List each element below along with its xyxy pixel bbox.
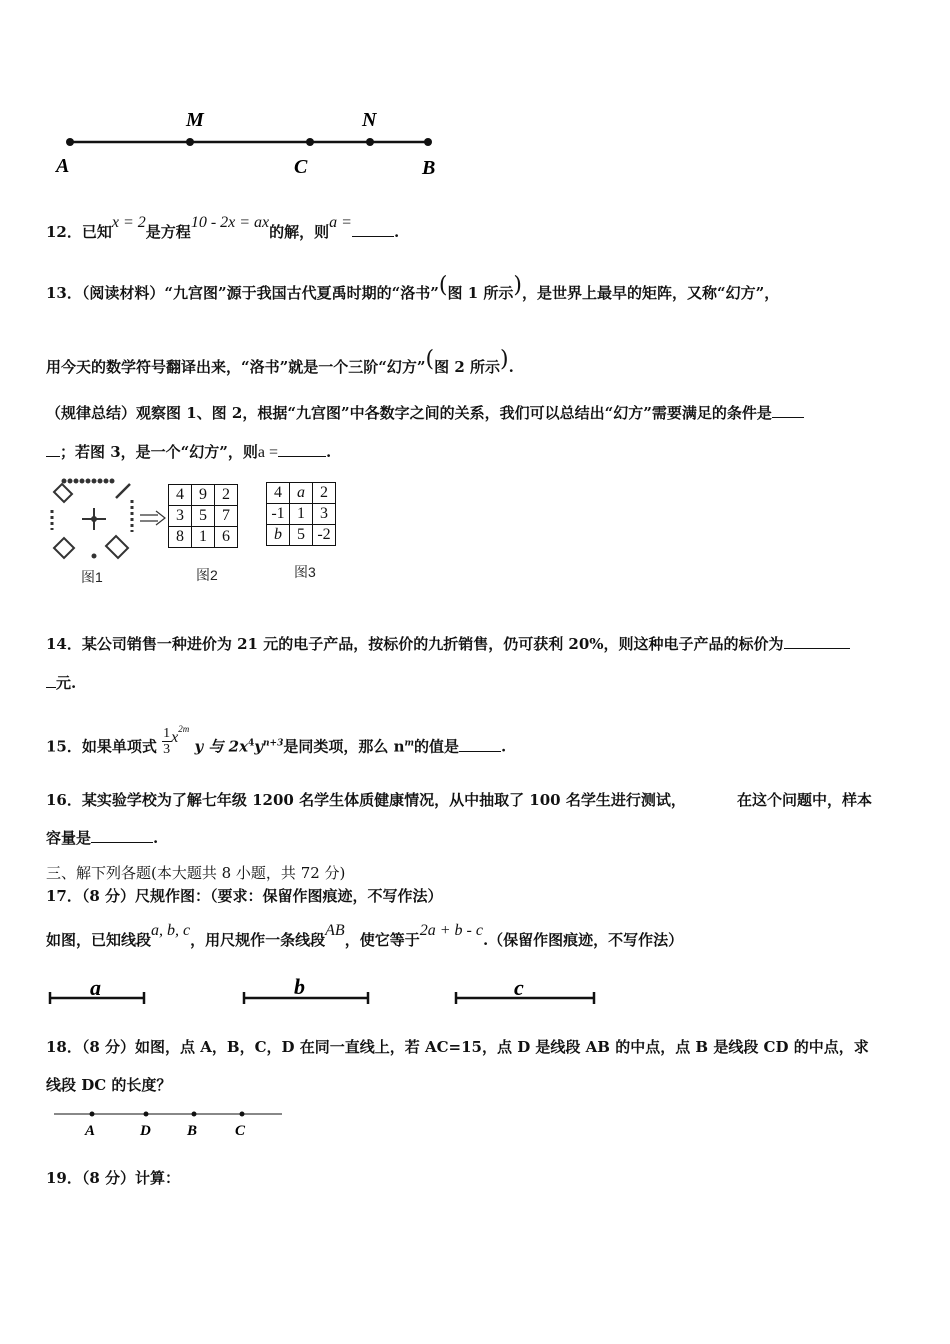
q17-number: 17． <box>46 887 82 905</box>
fig3-cell: 3 <box>313 504 336 525</box>
q18-label-A: A <box>85 1123 96 1139</box>
question-16-line-1 <box>46 790 686 810</box>
question-15 <box>46 723 507 763</box>
q15-fraction <box>162 726 171 757</box>
q17-text-5: .（保留作图痕迹，不写作法） <box>482 931 684 949</box>
point-A <box>66 138 74 146</box>
q17-text-1: （8 分）尺规作图：（要求：保留作图痕迹，不写作法） <box>81 887 443 905</box>
q18-point-B <box>192 1112 197 1117</box>
q17-text-4: ，使它等于 <box>344 931 420 949</box>
q18-text-1: （8 分）如图，点 A，B，C，D 在同一直线上，若 AC=15，点 D 是线段 AB 的中点，点 B 是线段 CD 的中点，求 <box>81 1038 869 1056</box>
label-A: A <box>56 155 70 177</box>
q15-sup-m: m <box>404 738 415 749</box>
q15-text-2: y 与 2x <box>194 737 249 756</box>
q19-number: 19． <box>46 1169 82 1187</box>
q16-text-2: 容量是 <box>46 829 92 847</box>
q16-answer-blank[interactable] <box>91 828 153 843</box>
question-12 <box>46 214 400 243</box>
question-18-line-1 <box>46 1037 869 1057</box>
question-16-line-2 <box>46 828 158 848</box>
fig3-cell: b <box>267 525 290 546</box>
fig2-cell: 2 <box>215 485 238 506</box>
q13-a-blank[interactable] <box>278 442 326 457</box>
question-18-line-2 <box>46 1075 171 1095</box>
q18-text-2: 线段 DC 的长度？ <box>46 1076 172 1094</box>
q15-sup-2m: 2m <box>178 723 190 734</box>
segment-a-label: a <box>90 975 101 1000</box>
fig3-caption: 图3 <box>294 564 316 580</box>
fig2-cell: 5 <box>192 506 215 527</box>
fig2-cell: 6 <box>215 527 238 548</box>
q17-text-2: 如图，已知线段 <box>46 931 152 949</box>
q18-point-D <box>144 1112 149 1117</box>
q17-math-abc: a, b, c <box>151 922 191 939</box>
q15-frac-num: 1 <box>163 726 171 741</box>
question-13-line-2 <box>46 347 514 377</box>
magic-square-fig3 <box>266 482 336 546</box>
q13-text-2b: . <box>508 358 514 376</box>
q16-number: 16． <box>46 791 82 809</box>
q12-math-2: 10 - 2x = ax <box>190 214 270 231</box>
fig2-cell: 9 <box>192 485 215 506</box>
q15-text-3: y <box>254 737 263 756</box>
q18-point-C <box>240 1112 245 1117</box>
segments-figure <box>44 974 614 1014</box>
segment-a <box>50 975 144 1004</box>
q13-math-a: a = <box>257 444 279 461</box>
question-13-line-1 <box>46 273 780 303</box>
q13-number: 13． <box>46 284 82 302</box>
q15-text-4: 是同类项，那么 n <box>283 737 405 756</box>
q17-math-expr: 2a + b - c <box>419 922 483 939</box>
q16-text-1b: 在这个问题中，样本 <box>737 791 873 809</box>
q13-text-4a: ；若图 3，是一个“幻方”，则 <box>60 443 258 461</box>
q13-paren-close-2: ) <box>500 347 509 372</box>
q12-text-1: 已知 <box>81 223 112 241</box>
point-C <box>306 138 314 146</box>
q12-number: 12． <box>46 223 82 241</box>
q14-number: 14． <box>46 635 82 653</box>
q13-paren-open-1: ( <box>438 273 448 298</box>
question-19 <box>46 1168 180 1188</box>
q15-text-5: 的值是 <box>414 737 460 756</box>
fig2-cell: 7 <box>215 506 238 527</box>
q12-math-1: x = 2 <box>111 214 146 231</box>
label-C: C <box>294 156 308 178</box>
q12-answer-blank[interactable] <box>352 222 394 237</box>
q15-sup-4: 4 <box>248 738 255 749</box>
q13-paren-open-2: ( <box>425 347 435 372</box>
q17-math-AB: AB <box>325 922 345 939</box>
fig2-cell: 8 <box>169 527 192 548</box>
fig2-cell: 3 <box>169 506 192 527</box>
q13-paren-close-1: ) <box>513 273 522 298</box>
top-line-figure <box>50 100 450 190</box>
q13-condition-blank-cont[interactable] <box>46 442 60 457</box>
fig3-cell: -2 <box>313 525 336 546</box>
fig2-cell: 1 <box>192 527 215 548</box>
q12-text-4: . <box>393 223 400 241</box>
question-14-line-2 <box>46 673 76 693</box>
question-16-line-1b <box>737 790 872 810</box>
q12-text-3: 的解，则 <box>269 223 330 241</box>
q14-tail: 元. <box>56 674 77 692</box>
q15-text-6: . <box>501 737 507 756</box>
segment-b-label: b <box>294 974 305 999</box>
question-13-line-3 <box>46 403 804 423</box>
q13-fig1-ref: 图 1 所示 <box>447 284 514 302</box>
q15-sup-n3: n+3 <box>263 738 284 749</box>
q13-condition-blank[interactable] <box>772 403 804 418</box>
q13-text-1: （阅读材料）“九宫图”源于我国古代夏禹时期的“洛书” <box>81 284 439 302</box>
q13-text-4b: . <box>326 443 332 461</box>
q14-answer-blank[interactable] <box>784 634 850 649</box>
section-3-heading: 三、解下列各题(本大题共 8 小题，共 72 分) <box>46 864 346 882</box>
q14-text: 某公司销售一种进价为 21 元的电子产品，按标价的九折销售，仍可获利 20%，则这种电子产品的标价为 <box>81 635 784 653</box>
fig3-cell: a <box>290 483 313 504</box>
point-M <box>186 138 194 146</box>
q18-label-C: C <box>235 1123 246 1139</box>
q18-line-figure <box>50 1104 290 1144</box>
q18-label-B: B <box>187 1123 198 1139</box>
fig2-caption: 图2 <box>196 567 218 583</box>
q13-fig2-ref: 图 2 所示 <box>434 358 500 376</box>
q18-point-A <box>90 1112 95 1117</box>
q18-number: 18． <box>46 1038 82 1056</box>
q15-number: 15． <box>46 737 82 756</box>
q13-text-2: 用今天的数学符号翻译出来，“洛书”就是一个三阶“幻方” <box>46 358 426 376</box>
fig3-cell: -1 <box>267 504 290 525</box>
q16-tail: . <box>153 829 159 847</box>
q14-answer-blank-cont[interactable] <box>46 673 56 688</box>
fig1-caption: 图1 <box>81 569 103 585</box>
question-14-line-1 <box>46 634 850 654</box>
q15-frac-den: 3 <box>163 742 171 757</box>
q12-text-2: 是方程 <box>145 223 191 241</box>
fig3-cell: 4 <box>267 483 290 504</box>
fig3-cell: 1 <box>290 504 313 525</box>
segment-c-label: c <box>514 975 524 1000</box>
point-B <box>424 138 432 146</box>
fig2-cell: 4 <box>169 485 192 506</box>
question-17-line-1 <box>46 886 443 906</box>
q19-text: （8 分）计算： <box>81 1169 181 1187</box>
question-17-line-2 <box>46 922 684 951</box>
q15-answer-blank[interactable] <box>459 737 501 752</box>
label-N: N <box>362 109 377 131</box>
fig3-cell: 5 <box>290 525 313 546</box>
q13-text-3: （规律总结）观察图 1、图 2，根据“九宫图”中各数字之间的关系，我们可以总结出“幻方”需要满足的条件是 <box>46 404 772 422</box>
point-N <box>366 138 374 146</box>
q15-math-x: x <box>171 728 179 746</box>
segment-c <box>456 975 594 1004</box>
q17-text-3: ，用尺规作一条线段 <box>190 931 326 949</box>
q18-label-D: D <box>140 1123 151 1139</box>
q15-text-1: 如果单项式 <box>81 737 157 756</box>
magic-square-fig2 <box>168 484 238 548</box>
label-M: M <box>186 109 204 131</box>
q13-text-1b: ，是世界上最早的矩阵，又称“幻方”， <box>521 284 780 302</box>
fig3-cell: 2 <box>313 483 336 504</box>
label-B: B <box>422 157 436 179</box>
q12-math-3: a = <box>329 214 352 231</box>
q16-text-1: 某实验学校为了解七年级 1200 名学生体质健康情况，从中抽取了 100 名学生进行测试， <box>81 791 686 809</box>
arrow-icon <box>138 508 168 528</box>
question-13-line-4 <box>46 442 331 463</box>
segment-b <box>244 974 368 1004</box>
